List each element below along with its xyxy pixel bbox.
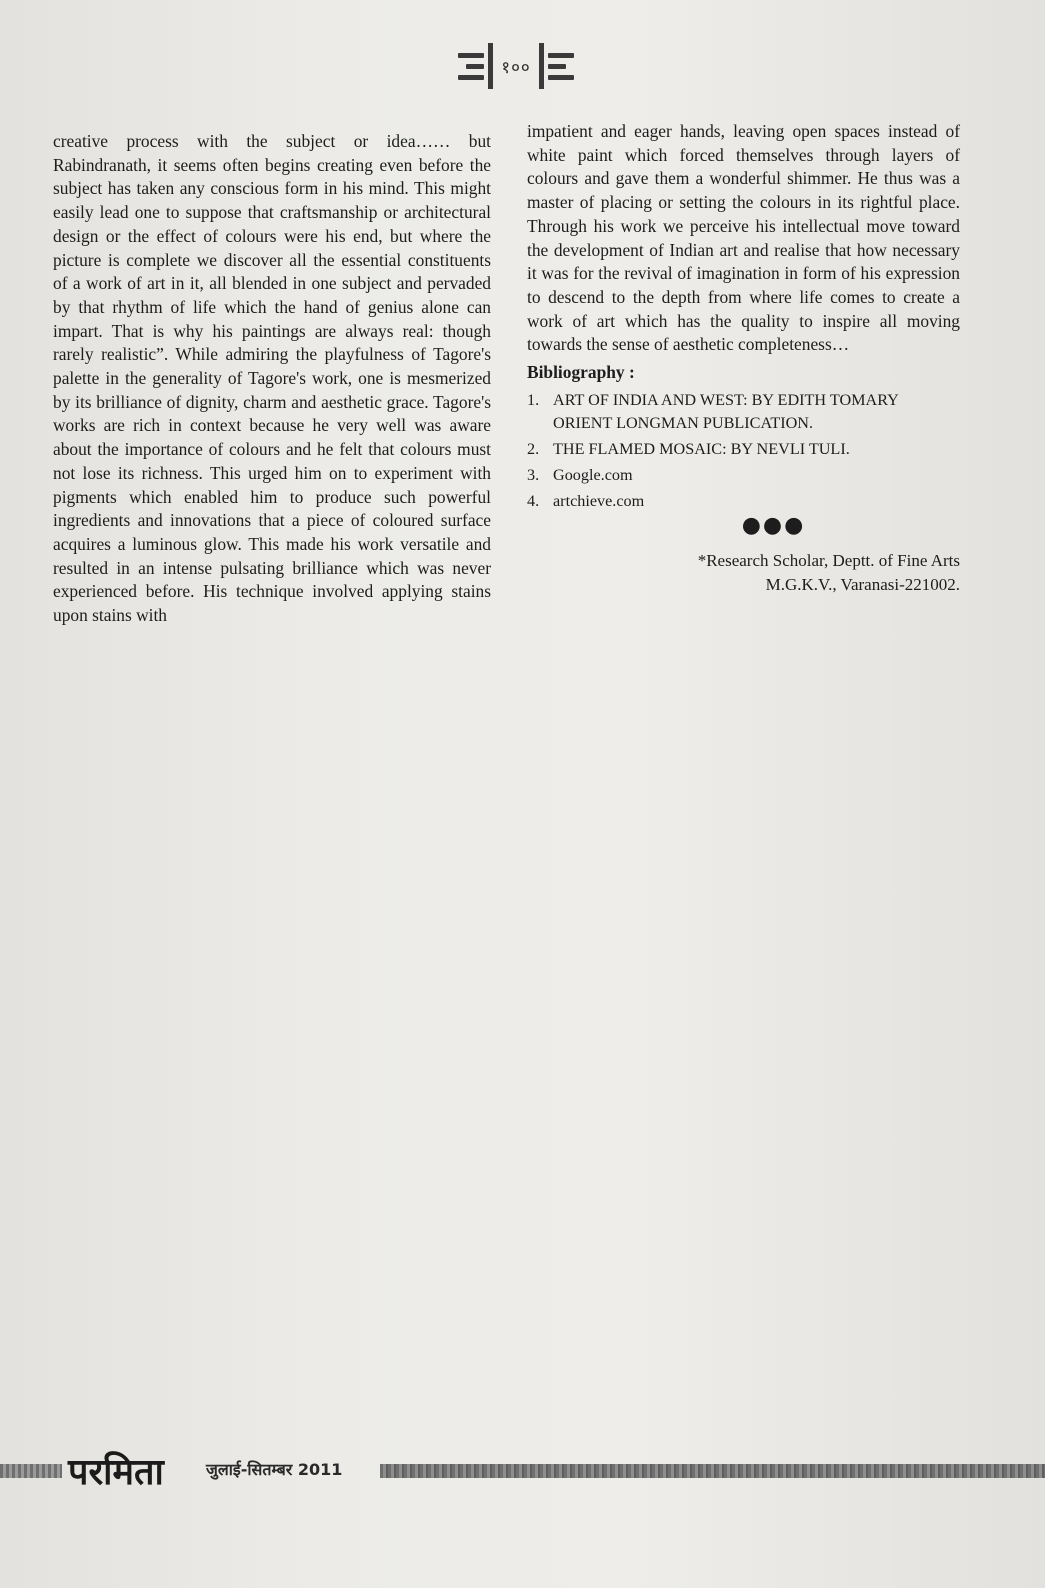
page-number: १०० bbox=[501, 57, 531, 78]
magazine-name: परमिता bbox=[68, 1452, 164, 1493]
bibliography-item: 2. THE FLAMED MOSAIC: BY NEVLI TULI. bbox=[527, 439, 850, 458]
footer-band-right bbox=[380, 1464, 1045, 1478]
section-separator: ●●● bbox=[741, 512, 806, 538]
issue-date: जुलाई-सितम्बर 2011 bbox=[206, 1460, 343, 1479]
bibliography-item: 1. ART OF INDIA AND WEST: BY EDITH TOMARY ORIENT LONGMAN PUBLICATION. bbox=[527, 390, 899, 432]
bleed-through-texture bbox=[540, 680, 960, 1410]
right-column-paragraph: impatient and eager hands, leaving open spaces instead of white paint which forced themselves through layers of colours and gave them a wonderful shimmer. He thus was a master of placing or setting the colours in its rightful place. Through his work we perceive his intellectual move toward the development of Indian art and realise that how necessary it was for the revival of imagination in form of his expression to descend to the depth from where life comes to create a work of art which has the quality to inspire all moving towards the sense of aesthetic completeness… bbox=[527, 121, 960, 355]
ornament-right-bars bbox=[548, 53, 574, 80]
bibliography-list bbox=[527, 389, 960, 513]
ornament-right-bar-vertical bbox=[539, 43, 544, 89]
footer-band-left bbox=[0, 1464, 62, 1478]
bibliography-heading: Bibliography : bbox=[527, 362, 635, 383]
bibliography-item: 3. Google.com bbox=[527, 465, 633, 484]
ornament-left-bar-vertical bbox=[488, 43, 493, 89]
affiliation-line-1: *Research Scholar, Deptt. of Fine Arts bbox=[697, 550, 960, 570]
ornament-left-bars bbox=[458, 53, 484, 80]
page-footer bbox=[0, 1452, 1045, 1502]
affiliation-line-2: M.G.K.V., Varanasi-221002. bbox=[765, 574, 960, 594]
author-affiliation bbox=[527, 549, 960, 597]
bibliography-item: 4. artchieve.com bbox=[527, 491, 645, 510]
right-column bbox=[527, 120, 960, 597]
left-column-paragraph: creative process with the subject or idea…… but Rabindranath, it seems often begins creating even before the subject has taken any conscious form in his mind. This might easily lead one to suppose that craftsmanship or architectural design or the effect of colours were his end, but where the picture is complete we discover all the essential constituents of a work of art in it, all blended in one subject and pervaded by that rhythm of life which the hand of genius alone can impart. That is why his paintings are always real: though rarely realistic”. While admiring the playfulness of Tagore's palette in the generality of Tagore's work, one is mesmerized by its brilliance of dignity, charm and aesthetic grace. Tagore's works are rich in context because he very well was aware about the importance of colours and he felt that colours must not lose its richness. This urged him on to experiment with pigments which enabled him to produce such powerful ingredients and innovations that a piece of coloured surface acquires a luminous glow. This made his work versatile and resulted in an intense pulsating brilliance which was never experienced before. His technique involved applying stains upon stains with bbox=[53, 131, 491, 626]
page-header-ornament bbox=[446, 42, 586, 90]
left-column bbox=[53, 130, 491, 628]
